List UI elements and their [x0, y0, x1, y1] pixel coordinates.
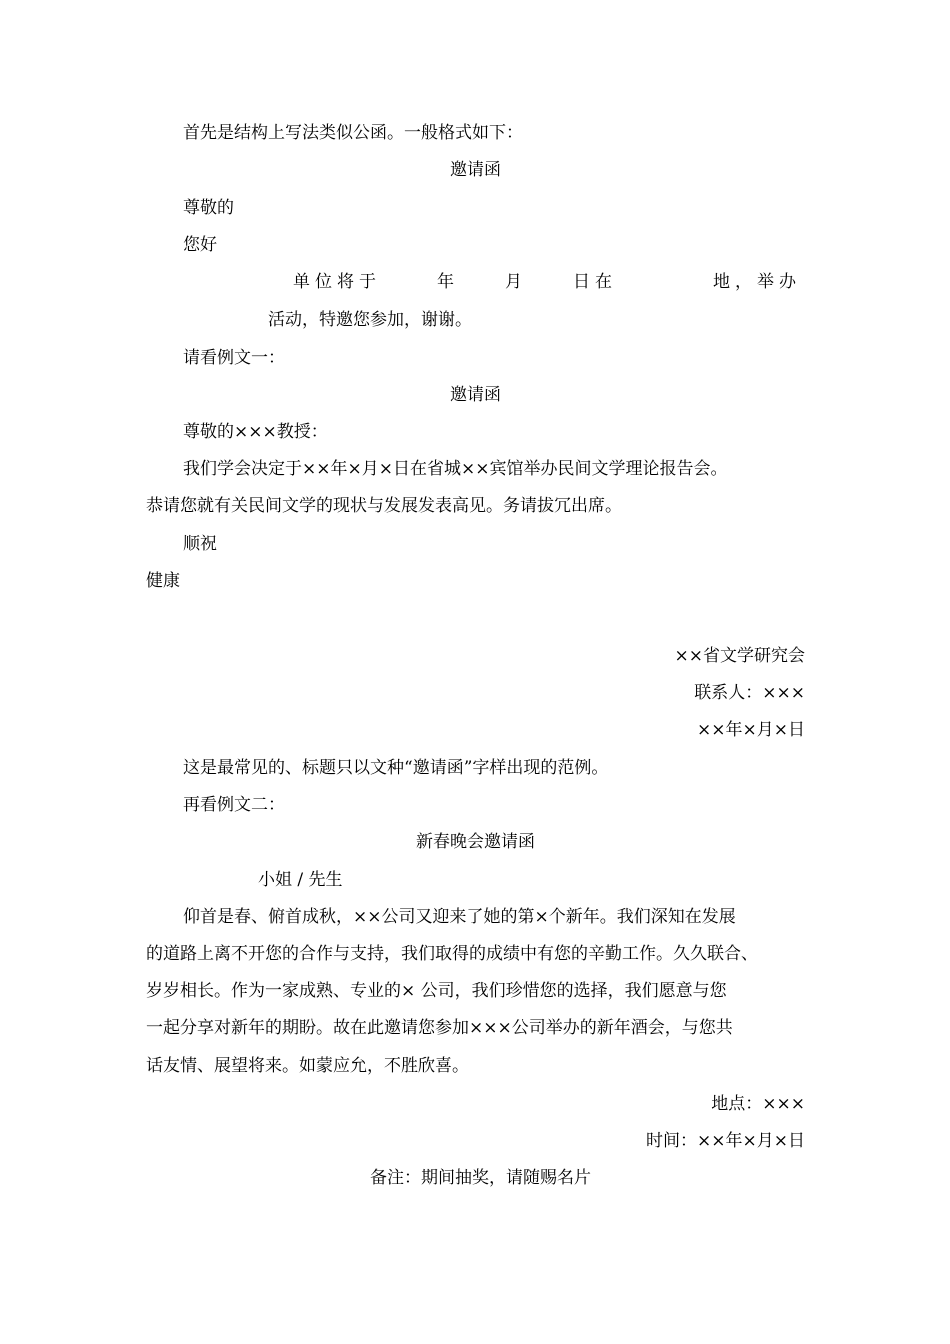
template-line1-day: 日在 [573, 272, 617, 292]
example2-time: 时间：××年×月×日 [646, 1131, 805, 1151]
example2-salutation: 小姐 / 先生 [258, 870, 343, 890]
example1-body-line1: 我们学会决定于××年×月×日在省城××宾馆举办民间文学理论报告会。 [183, 459, 728, 479]
comment-paragraph: 这是最常见的、标题只以文种“邀请函”字样出现的范例。 [183, 758, 609, 778]
example1-contact: 联系人：××× [694, 683, 805, 703]
example1-closing2: 健康 [146, 571, 180, 591]
example2-body-line: 话友情、展望将来。如蒙应允，不胜欣喜。 [146, 1056, 469, 1076]
template-line2: 活动，特邀您参加，谢谢。 [268, 310, 472, 330]
example2-body-line: 一起分享对新年的期盼。故在此邀请您参加×××公司举办的新年酒会，与您共 [146, 1018, 733, 1038]
template-greeting: 您好 [183, 235, 217, 255]
example2-body-line: 仰首是春、俯首成秋，××公司又迎来了她的第×个新年。我们深知在发展 [183, 907, 736, 927]
template-line1-place: 地，举办 [713, 272, 801, 292]
example2-place: 地点：××× [711, 1094, 805, 1114]
example2-title: 新春晚会邀请函 [416, 832, 535, 852]
example2-body-line: 岁岁相长。作为一家成熟、专业的× 公司，我们珍惜您的选择，我们愿意与您 [146, 981, 727, 1001]
template-line1-unit: 单位将于 [293, 272, 381, 292]
example1-body-line2: 恭请您就有关民间文学的现状与发展发表高见。务请拔冗出席。 [146, 496, 622, 516]
example2-lead: 再看例文二： [183, 795, 285, 815]
intro-paragraph: 首先是结构上写法类似公函。一般格式如下： [183, 123, 523, 143]
example1-salutation: 尊敬的×××教授： [183, 422, 328, 442]
template-salutation: 尊敬的 [183, 198, 234, 218]
template-line1-year: 年 [437, 272, 454, 292]
example1-date: ××年×月×日 [697, 720, 805, 740]
example1-closing1: 顺祝 [183, 534, 217, 554]
example1-title: 邀请函 [450, 385, 501, 405]
template-line1-month: 月 [505, 272, 522, 292]
template-title: 邀请函 [450, 160, 501, 180]
example1-lead: 请看例文一： [183, 348, 285, 368]
example2-note: 备注：期间抽奖，请随赐名片 [370, 1168, 591, 1188]
example2-body-line: 的道路上离不开您的合作与支持，我们取得的成绩中有您的辛勤工作。久久联合、 [146, 944, 758, 964]
example1-org: ××省文学研究会 [674, 646, 805, 666]
